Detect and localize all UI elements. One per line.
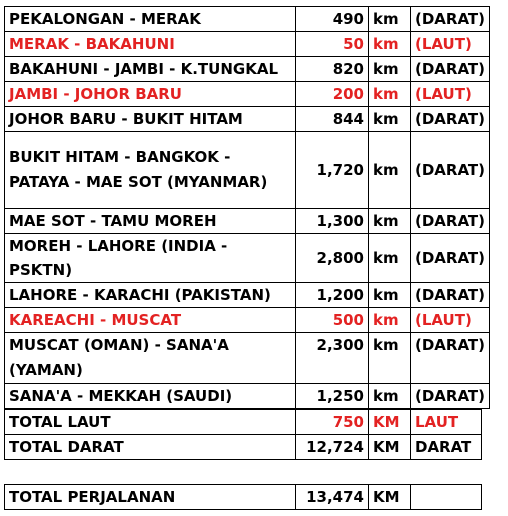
route-unit: km	[369, 308, 411, 333]
route-mode: (DARAT)	[411, 132, 490, 209]
total-laut-distance: 750	[296, 410, 369, 435]
route-distance: 1,250	[296, 384, 369, 409]
route-name: JOHOR BARU - BUKIT HITAM	[5, 107, 296, 132]
totals-table	[4, 409, 482, 460]
route-unit: km	[369, 7, 411, 32]
total-perjalanan-row	[5, 485, 482, 510]
routes-table	[4, 6, 490, 409]
route-row	[5, 234, 490, 283]
route-mode: (LAUT)	[411, 82, 490, 107]
route-mode: (DARAT)	[411, 209, 490, 234]
route-distance: 50	[296, 32, 369, 57]
route-distance: 2,300	[296, 333, 369, 384]
route-mode: (DARAT)	[411, 283, 490, 308]
route-distance: 490	[296, 7, 369, 32]
route-row	[5, 107, 490, 132]
route-row	[5, 132, 490, 209]
route-unit: km	[369, 132, 411, 209]
route-mode: (DARAT)	[411, 333, 490, 384]
total-perjalanan-unit: KM	[369, 485, 411, 510]
route-name: BUKIT HITAM - BANGKOK - PATAYA - MAE SOT (MYANMAR)	[5, 132, 296, 209]
route-distance: 1,300	[296, 209, 369, 234]
route-row	[5, 7, 490, 32]
total-darat-label: TOTAL DARAT	[5, 435, 296, 460]
route-unit: km	[369, 234, 411, 283]
route-distance: 200	[296, 82, 369, 107]
route-name: JAMBI - JOHOR BARU	[5, 82, 296, 107]
route-name: KAREACHI - MUSCAT	[5, 308, 296, 333]
route-name: SANA'A - MEKKAH (SAUDI)	[5, 384, 296, 409]
route-row	[5, 209, 490, 234]
total-laut-label: TOTAL LAUT	[5, 410, 296, 435]
total-perjalanan-distance: 13,474	[296, 485, 369, 510]
totals-body	[5, 410, 482, 460]
route-name: MUSCAT (OMAN) - SANA'A (YAMAN)	[5, 333, 296, 384]
route-mode: (DARAT)	[411, 234, 490, 283]
total-laut-mode: LAUT	[411, 410, 482, 435]
route-name: PEKALONGAN - MERAK	[5, 7, 296, 32]
route-mode: (DARAT)	[411, 57, 490, 82]
route-unit: km	[369, 82, 411, 107]
total-perjalanan-label: TOTAL PERJALANAN	[5, 485, 296, 510]
route-mode: (DARAT)	[411, 384, 490, 409]
route-row	[5, 82, 490, 107]
total-darat-distance: 12,724	[296, 435, 369, 460]
route-unit: km	[369, 333, 411, 384]
route-distance: 2,800	[296, 234, 369, 283]
route-row	[5, 308, 490, 333]
route-unit: km	[369, 283, 411, 308]
route-mode: (DARAT)	[411, 7, 490, 32]
total-perjalanan-mode	[411, 485, 482, 510]
total-laut-unit: KM	[369, 410, 411, 435]
routes-body	[5, 7, 490, 409]
route-unit: km	[369, 57, 411, 82]
total-laut-row	[5, 410, 482, 435]
route-distance: 500	[296, 308, 369, 333]
route-mode: (DARAT)	[411, 107, 490, 132]
grand-total-table	[4, 484, 482, 510]
route-unit: km	[369, 384, 411, 409]
route-unit: km	[369, 32, 411, 57]
grand-total-body	[5, 485, 482, 510]
route-name: MAE SOT - TAMU MOREH	[5, 209, 296, 234]
route-name: BAKAHUNI - JAMBI - K.TUNGKAL	[5, 57, 296, 82]
route-mode: (LAUT)	[411, 32, 490, 57]
route-unit: km	[369, 107, 411, 132]
route-name: LAHORE - KARACHI (PAKISTAN)	[5, 283, 296, 308]
route-row	[5, 283, 490, 308]
route-row	[5, 333, 490, 384]
route-distance: 1,200	[296, 283, 369, 308]
route-row	[5, 384, 490, 409]
route-mode: (LAUT)	[411, 308, 490, 333]
route-name: MERAK - BAKAHUNI	[5, 32, 296, 57]
route-name: MOREH - LAHORE (INDIA - PSKTN)	[5, 234, 296, 283]
route-row	[5, 32, 490, 57]
route-row	[5, 57, 490, 82]
route-unit: km	[369, 209, 411, 234]
total-darat-mode: DARAT	[411, 435, 482, 460]
route-distance: 820	[296, 57, 369, 82]
total-darat-unit: KM	[369, 435, 411, 460]
total-darat-row	[5, 435, 482, 460]
route-distance: 844	[296, 107, 369, 132]
route-distance: 1,720	[296, 132, 369, 209]
